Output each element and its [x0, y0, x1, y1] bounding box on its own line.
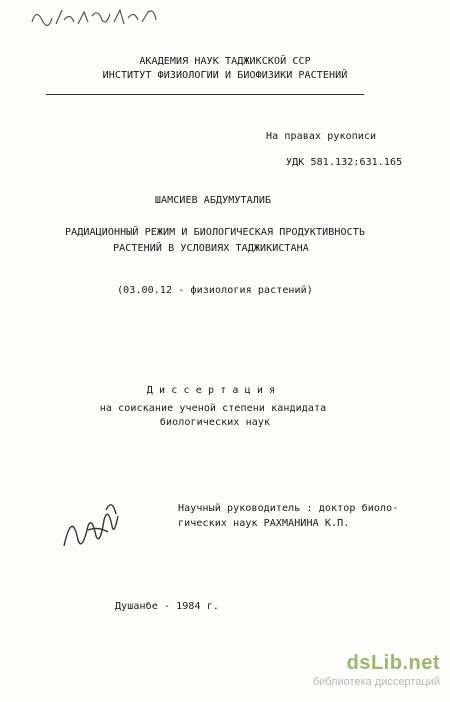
rights-note: На правах рукописи	[266, 131, 377, 142]
handwritten-archive-number	[28, 6, 168, 28]
academy-title: АКАДЕМИЯ НАУК ТАДЖИКСКОЙ ССР	[139, 56, 311, 67]
watermark-logo: dsLib.net	[346, 652, 440, 674]
degree-line-2: биологических наук	[159, 417, 271, 428]
institute-title: ИНСТИТУТ ФИЗИОЛОГИИ И БИОФИЗИКИ РАСТЕНИЙ	[102, 70, 348, 81]
author-name: ШАМСИЕВ АБДУМУТАЛИБ	[154, 195, 272, 206]
thesis-title-line-1: РАДИАЦИОННЫЙ РЕЖИМ И БИОЛОГИЧЕСКАЯ ПРОДУКТИВНОСТЬ	[65, 227, 365, 238]
watermark	[313, 652, 440, 689]
place-and-date: Душанбе - 1984 г.	[114, 601, 220, 612]
supervisor-line-1: Научный руководитель : доктор биоло-	[178, 503, 399, 514]
specialty-code: (03.00.12 - физиология растений)	[117, 285, 313, 296]
header-divider	[46, 94, 364, 95]
udk-code: УДК 581.132:631.165	[286, 157, 403, 168]
degree-line-1: на соискание ученой степени кандидата	[99, 403, 327, 414]
watermark-caption: библиотека диссертаций	[312, 676, 440, 688]
supervisor-line-2: гических наук РАХМАНИНА К.П.	[178, 518, 350, 529]
handwritten-signature	[58, 496, 130, 558]
thesis-title-line-2: РАСТЕНИЙ В УСЛОВИЯХ ТАДЖИКИСТАНА	[113, 243, 309, 254]
dissertation-heading: Д и с с е р т а ц и я	[146, 385, 276, 396]
